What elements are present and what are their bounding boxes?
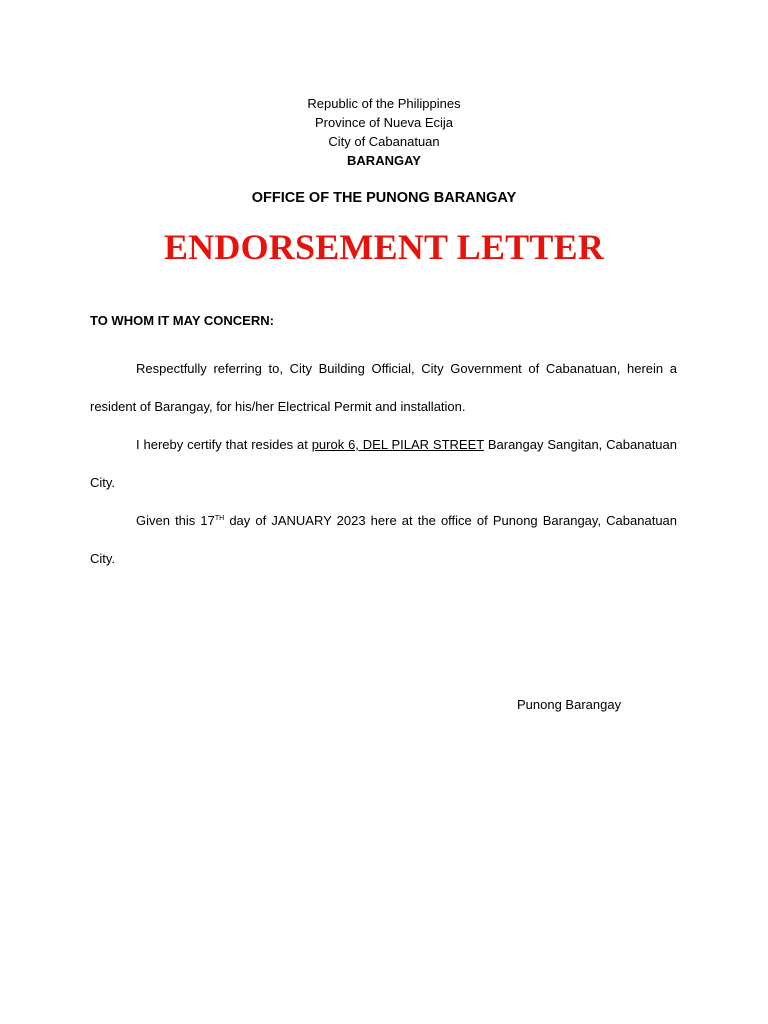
letter-body <box>90 350 677 578</box>
paragraph-referral: Respectfully referring to, City Building Official, City Government of Cabanatuan, herein a resident of Barangay, for his/her Electrical Permit and installation. <box>90 361 677 414</box>
certification-text-before: I hereby certify that resides at <box>136 437 312 452</box>
date-text-after: day of JANUARY 2023 here at the office of Punong Barangay, Cabanatuan City. <box>90 513 678 566</box>
date-text-before: Given this 17 <box>136 513 215 528</box>
letter-title: ENDORSEMENT LETTER <box>163 227 605 267</box>
certification-text-after: Barangay Sangitan, Cabanatuan City. <box>90 437 678 490</box>
letterhead <box>0 94 768 170</box>
salutation: TO WHOM IT MAY CONCERN: <box>90 313 274 328</box>
paragraph-certification <box>90 426 677 502</box>
province-line: Province of Nueva Ecija <box>314 115 453 130</box>
paragraph-date <box>90 502 677 578</box>
address-text: purok 6, DEL PILAR STREET <box>311 437 484 452</box>
country-line: Republic of the Philippines <box>307 96 461 111</box>
city-line: City of Cabanatuan <box>328 134 440 149</box>
barangay-line: BARANGAY <box>347 153 421 168</box>
signature-line: Punong Barangay <box>517 697 622 712</box>
date-ordinal-suffix: TH <box>214 515 225 522</box>
office-title: OFFICE OF THE PUNONG BARANGAY <box>251 190 517 206</box>
